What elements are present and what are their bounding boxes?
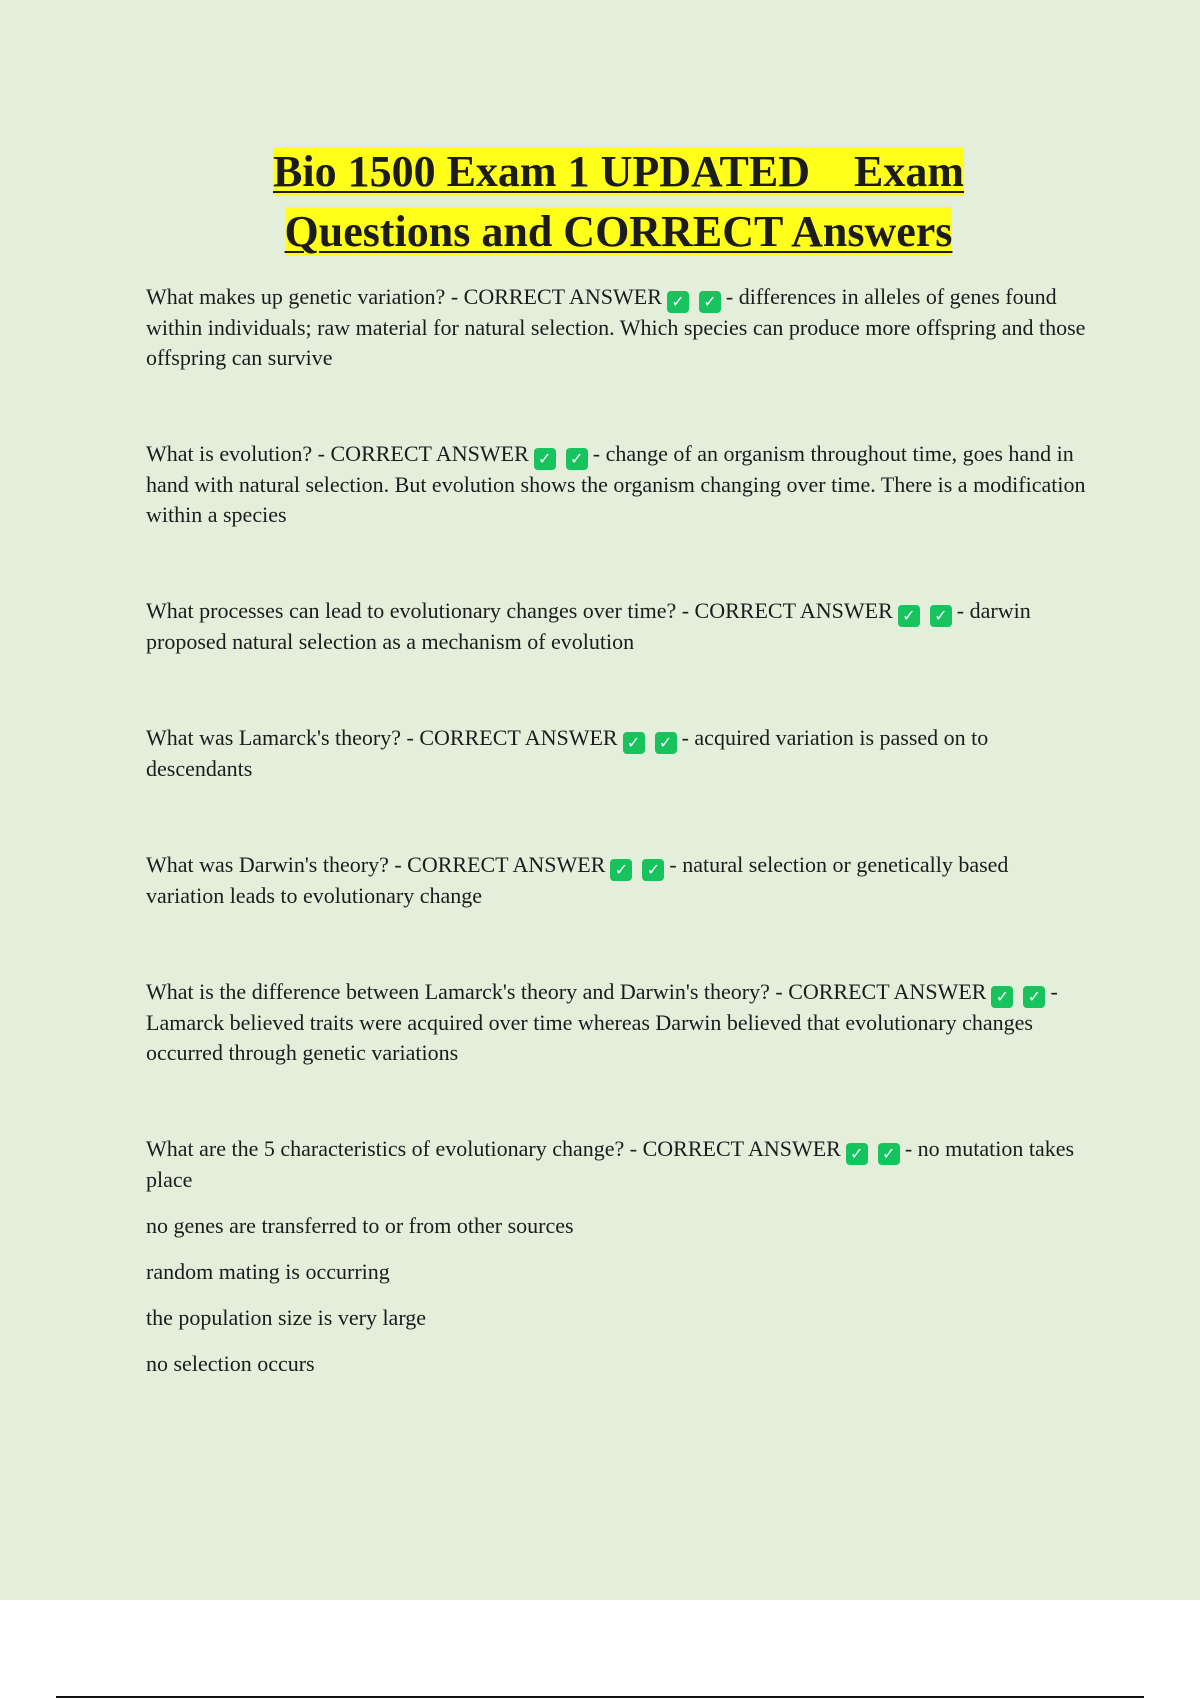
question-text: What was Lamarck's theory? - CORRECT ANSWER	[146, 725, 618, 750]
question-text: What was Darwin's theory? - CORRECT ANSWER	[146, 852, 606, 877]
answer-text: - acquired variation is passed on to descendants	[146, 725, 989, 781]
check-icon: ✓	[898, 605, 920, 627]
check-icon: ✓	[667, 291, 689, 313]
answer-text: - change of an organism throughout time, goes hand in hand with natural selection. But evolution shows the organism changing over time. There is a modification within a species	[146, 441, 1086, 527]
qa-item	[146, 1134, 1091, 1379]
answer-line: random mating is occurring	[146, 1259, 390, 1284]
qa-item	[146, 723, 1091, 784]
answer-line: the population size is very large	[146, 1305, 427, 1330]
answer-line: no genes are transferred to or from other sources	[146, 1213, 574, 1238]
question-text: What is evolution? - CORRECT ANSWER	[146, 441, 529, 466]
check-icon: ✓	[566, 448, 588, 470]
answer-line: no selection occurs	[146, 1351, 315, 1376]
qa-item	[146, 439, 1091, 530]
check-icon: ✓	[930, 605, 952, 627]
question-text: What makes up genetic variation? - CORRECT ANSWER	[146, 284, 662, 309]
document-content	[146, 142, 1091, 1379]
title-line-1: Bio 1500 Exam 1 UPDATED Exam	[273, 147, 964, 196]
answer-text: - natural selection or genetically based variation leads to evolutionary change	[146, 852, 1009, 908]
answer-text: - darwin proposed natural selection as a mechanism of evolution	[146, 598, 1031, 654]
qa-item	[146, 596, 1091, 657]
check-icon: ✓	[878, 1143, 900, 1165]
check-icon: ✓	[846, 1143, 868, 1165]
qa-item	[146, 977, 1091, 1068]
check-icon: ✓	[610, 859, 632, 881]
answer-text: - no mutation takes place	[146, 1136, 1075, 1192]
question-text: What is the difference between Lamarck's theory and Darwin's theory? - CORRECT ANSWER	[146, 979, 987, 1004]
answer-text: - Lamarck believed traits were acquired over time whereas Darwin believed that evolutionary changes occurred through genetic variations	[146, 979, 1058, 1065]
check-icon: ✓	[642, 859, 664, 881]
qa-item	[146, 282, 1091, 373]
check-icon: ✓	[1023, 986, 1045, 1008]
question-text: What processes can lead to evolutionary changes over time? - CORRECT ANSWER	[146, 598, 893, 623]
check-icon: ✓	[534, 448, 556, 470]
answer-text: - differences in alleles of genes found within individuals; raw material for natural selection. Which species can produce more offspring and those offspring can survive	[146, 284, 1086, 370]
qa-first-line	[146, 1134, 1091, 1195]
question-text: What are the 5 characteristics of evolutionary change? - CORRECT ANSWER	[146, 1136, 841, 1161]
title-line-2: Questions and CORRECT Answers	[284, 207, 953, 256]
check-icon: ✓	[655, 732, 677, 754]
check-icon: ✓	[623, 732, 645, 754]
footer-divider	[56, 1696, 1144, 1698]
document-title	[146, 142, 1091, 262]
qa-item	[146, 850, 1091, 911]
check-icon: ✓	[991, 986, 1013, 1008]
check-icon: ✓	[699, 291, 721, 313]
